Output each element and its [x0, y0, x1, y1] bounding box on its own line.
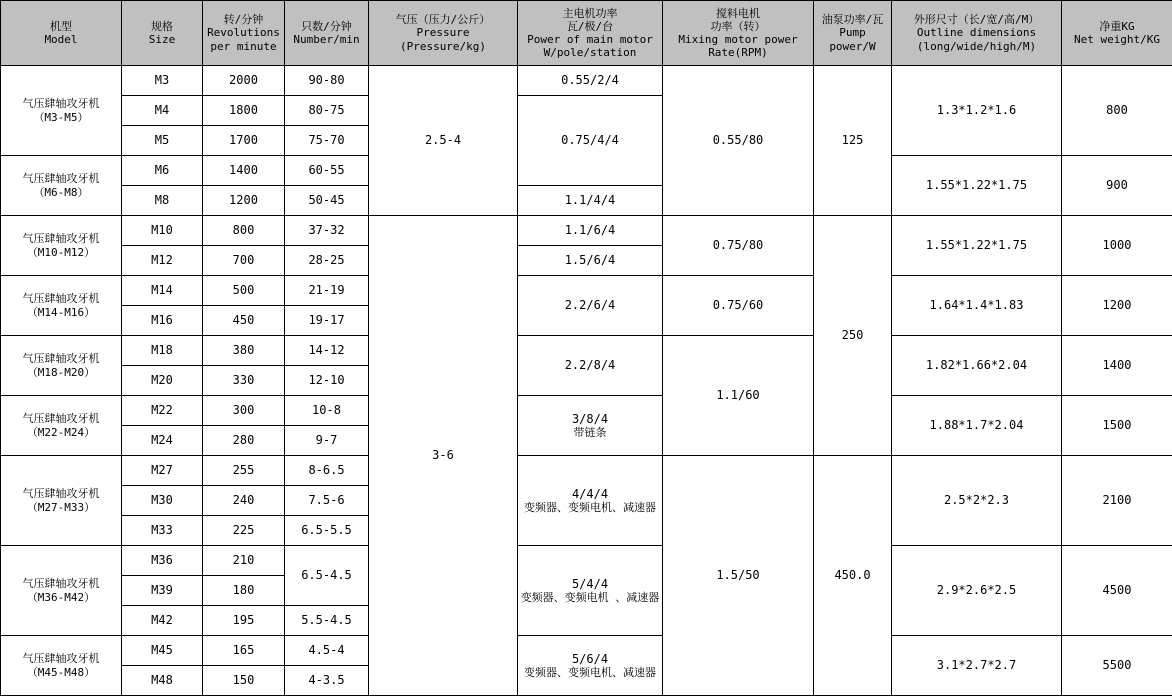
main-motor-note: 带链条 — [520, 426, 660, 439]
pump-cell: 250 — [814, 216, 892, 456]
weight-cell: 1400 — [1062, 336, 1172, 396]
pressure-cell: 2.5-4 — [369, 66, 518, 216]
rpm-cell: 210 — [203, 546, 285, 576]
rpm-cell: 300 — [203, 396, 285, 426]
model-cell: 气压肆轴攻牙机 （M22-M24） — [1, 396, 122, 456]
mixing-motor-cell: 1.1/60 — [663, 336, 814, 456]
table-row — [1, 456, 1172, 486]
size-cell: M10 — [122, 216, 203, 246]
rpm-cell: 165 — [203, 636, 285, 666]
model-cell: 气压肆轴攻牙机 （M10-M12） — [1, 216, 122, 276]
main-motor-cell: 1.5/6/4 — [518, 246, 663, 276]
main-motor-cell: 2.2/6/4 — [518, 276, 663, 336]
model-cell: 气压肆轴攻牙机 （M14-M16） — [1, 276, 122, 336]
number-cell: 21-19 — [285, 276, 369, 306]
rpm-cell: 2000 — [203, 66, 285, 96]
weight-cell: 800 — [1062, 66, 1172, 156]
number-cell: 5.5-4.5 — [285, 606, 369, 636]
main-motor-value: 4/4/4 — [572, 487, 608, 501]
header-mixing-motor: 搅料电机 功率（转） Mixing motor power Rate(RPM) — [663, 1, 814, 66]
number-cell: 12-10 — [285, 366, 369, 396]
size-cell: M16 — [122, 306, 203, 336]
number-cell: 14-12 — [285, 336, 369, 366]
size-cell: M4 — [122, 96, 203, 126]
number-cell: 80-75 — [285, 96, 369, 126]
table-row — [1, 636, 1172, 666]
number-cell: 7.5-6 — [285, 486, 369, 516]
main-motor-cell: 1.1/4/4 — [518, 186, 663, 216]
rpm-cell: 700 — [203, 246, 285, 276]
size-cell: M33 — [122, 516, 203, 546]
rpm-cell: 1700 — [203, 126, 285, 156]
table-row — [1, 546, 1172, 576]
model-cell: 气压肆轴攻牙机 （M27-M33） — [1, 456, 122, 546]
rpm-cell: 180 — [203, 576, 285, 606]
rpm-cell: 240 — [203, 486, 285, 516]
main-motor-cell: 0.55/2/4 — [518, 66, 663, 96]
model-cell: 气压肆轴攻牙机 （M18-M20） — [1, 336, 122, 396]
model-cell: 气压肆轴攻牙机 （M6-M8） — [1, 156, 122, 216]
weight-cell: 5500 — [1062, 636, 1172, 696]
size-cell: M42 — [122, 606, 203, 636]
weight-cell: 2100 — [1062, 456, 1172, 546]
mixing-motor-cell: 0.75/60 — [663, 276, 814, 336]
header-pressure: 气压（压力/公斤） Pressure (Pressure/kg) — [369, 1, 518, 66]
main-motor-note: 变频器、变频电机 、减速器 — [520, 591, 660, 604]
model-cell: 气压肆轴攻牙机 （M3-M5） — [1, 66, 122, 156]
main-motor-cell — [518, 456, 663, 546]
number-cell: 19-17 — [285, 306, 369, 336]
header-pump: 油泵功率/瓦 Pump power/W — [814, 1, 892, 66]
header-outline: 外形尺寸（长/宽/高/M） Outline dimensions (long/wide/high/M) — [892, 1, 1062, 66]
outline-cell: 1.3*1.2*1.6 — [892, 66, 1062, 156]
number-cell: 28-25 — [285, 246, 369, 276]
pump-cell: 450.0 — [814, 456, 892, 696]
size-cell: M6 — [122, 156, 203, 186]
outline-cell: 2.5*2*2.3 — [892, 456, 1062, 546]
main-motor-value: 5/4/4 — [572, 577, 608, 591]
size-cell: M27 — [122, 456, 203, 486]
number-cell: 60-55 — [285, 156, 369, 186]
size-cell: M12 — [122, 246, 203, 276]
number-cell: 50-45 — [285, 186, 369, 216]
size-cell: M24 — [122, 426, 203, 456]
table-header — [1, 1, 1172, 66]
size-cell: M39 — [122, 576, 203, 606]
size-cell: M48 — [122, 666, 203, 696]
main-motor-cell: 1.1/6/4 — [518, 216, 663, 246]
main-motor-cell: 0.75/4/4 — [518, 96, 663, 186]
size-cell: M22 — [122, 396, 203, 426]
rpm-cell: 450 — [203, 306, 285, 336]
header-size: 规格 Size — [122, 1, 203, 66]
number-cell: 10-8 — [285, 396, 369, 426]
number-cell: 37-32 — [285, 216, 369, 246]
rpm-cell: 280 — [203, 426, 285, 456]
pressure-cell: 3-6 — [369, 216, 518, 696]
mixing-motor-cell: 1.5/50 — [663, 456, 814, 696]
weight-cell: 4500 — [1062, 546, 1172, 636]
size-cell: M5 — [122, 126, 203, 156]
number-cell: 4-3.5 — [285, 666, 369, 696]
size-cell: M36 — [122, 546, 203, 576]
table-row — [1, 216, 1172, 246]
number-cell: 6.5-4.5 — [285, 546, 369, 606]
main-motor-cell — [518, 546, 663, 636]
pump-cell: 125 — [814, 66, 892, 216]
outline-cell: 2.9*2.6*2.5 — [892, 546, 1062, 636]
main-motor-cell — [518, 636, 663, 696]
header-number: 只数/分钟 Number/min — [285, 1, 369, 66]
table-body — [1, 66, 1172, 696]
rpm-cell: 195 — [203, 606, 285, 636]
number-cell: 8-6.5 — [285, 456, 369, 486]
rpm-cell: 1200 — [203, 186, 285, 216]
table-row — [1, 396, 1172, 426]
outline-cell: 1.55*1.22*1.75 — [892, 156, 1062, 216]
rpm-cell: 330 — [203, 366, 285, 396]
size-cell: M3 — [122, 66, 203, 96]
size-cell: M14 — [122, 276, 203, 306]
main-motor-cell — [518, 396, 663, 456]
size-cell: M20 — [122, 366, 203, 396]
mixing-motor-cell: 0.75/80 — [663, 216, 814, 276]
header-row — [1, 1, 1172, 66]
mixing-motor-cell: 0.55/80 — [663, 66, 814, 216]
table-row — [1, 276, 1172, 306]
outline-cell: 1.88*1.7*2.04 — [892, 396, 1062, 456]
number-cell: 6.5-5.5 — [285, 516, 369, 546]
main-motor-value: 5/6/4 — [572, 652, 608, 666]
size-cell: M45 — [122, 636, 203, 666]
rpm-cell: 1400 — [203, 156, 285, 186]
main-motor-value: 3/8/4 — [572, 412, 608, 426]
weight-cell: 900 — [1062, 156, 1172, 216]
header-model: 机型 Model — [1, 1, 122, 66]
main-motor-note: 变频器、变频电机、减速器 — [520, 666, 660, 679]
model-cell: 气压肆轴攻牙机 （M45-M48） — [1, 636, 122, 696]
table-row — [1, 66, 1172, 96]
weight-cell: 1500 — [1062, 396, 1172, 456]
weight-cell: 1200 — [1062, 276, 1172, 336]
number-cell: 4.5-4 — [285, 636, 369, 666]
header-weight: 净重KG Net weight/KG — [1062, 1, 1172, 66]
number-cell: 9-7 — [285, 426, 369, 456]
rpm-cell: 225 — [203, 516, 285, 546]
number-cell: 90-80 — [285, 66, 369, 96]
header-main-motor: 主电机功率 瓦/极/台 Power of main motor W/pole/station — [518, 1, 663, 66]
size-cell: M18 — [122, 336, 203, 366]
header-rpm: 转/分钟 Revolutions per minute — [203, 1, 285, 66]
outline-cell: 1.64*1.4*1.83 — [892, 276, 1062, 336]
rpm-cell: 380 — [203, 336, 285, 366]
model-cell: 气压肆轴攻牙机 （M36-M42） — [1, 546, 122, 636]
rpm-cell: 800 — [203, 216, 285, 246]
outline-cell: 1.82*1.66*2.04 — [892, 336, 1062, 396]
outline-cell: 1.55*1.22*1.75 — [892, 216, 1062, 276]
size-cell: M8 — [122, 186, 203, 216]
table-row — [1, 336, 1172, 366]
weight-cell: 1000 — [1062, 216, 1172, 276]
rpm-cell: 255 — [203, 456, 285, 486]
main-motor-cell: 2.2/8/4 — [518, 336, 663, 396]
number-cell: 75-70 — [285, 126, 369, 156]
rpm-cell: 150 — [203, 666, 285, 696]
outline-cell: 3.1*2.7*2.7 — [892, 636, 1062, 696]
rpm-cell: 500 — [203, 276, 285, 306]
size-cell: M30 — [122, 486, 203, 516]
main-motor-note: 变频器、变频电机、减速器 — [520, 501, 660, 514]
rpm-cell: 1800 — [203, 96, 285, 126]
